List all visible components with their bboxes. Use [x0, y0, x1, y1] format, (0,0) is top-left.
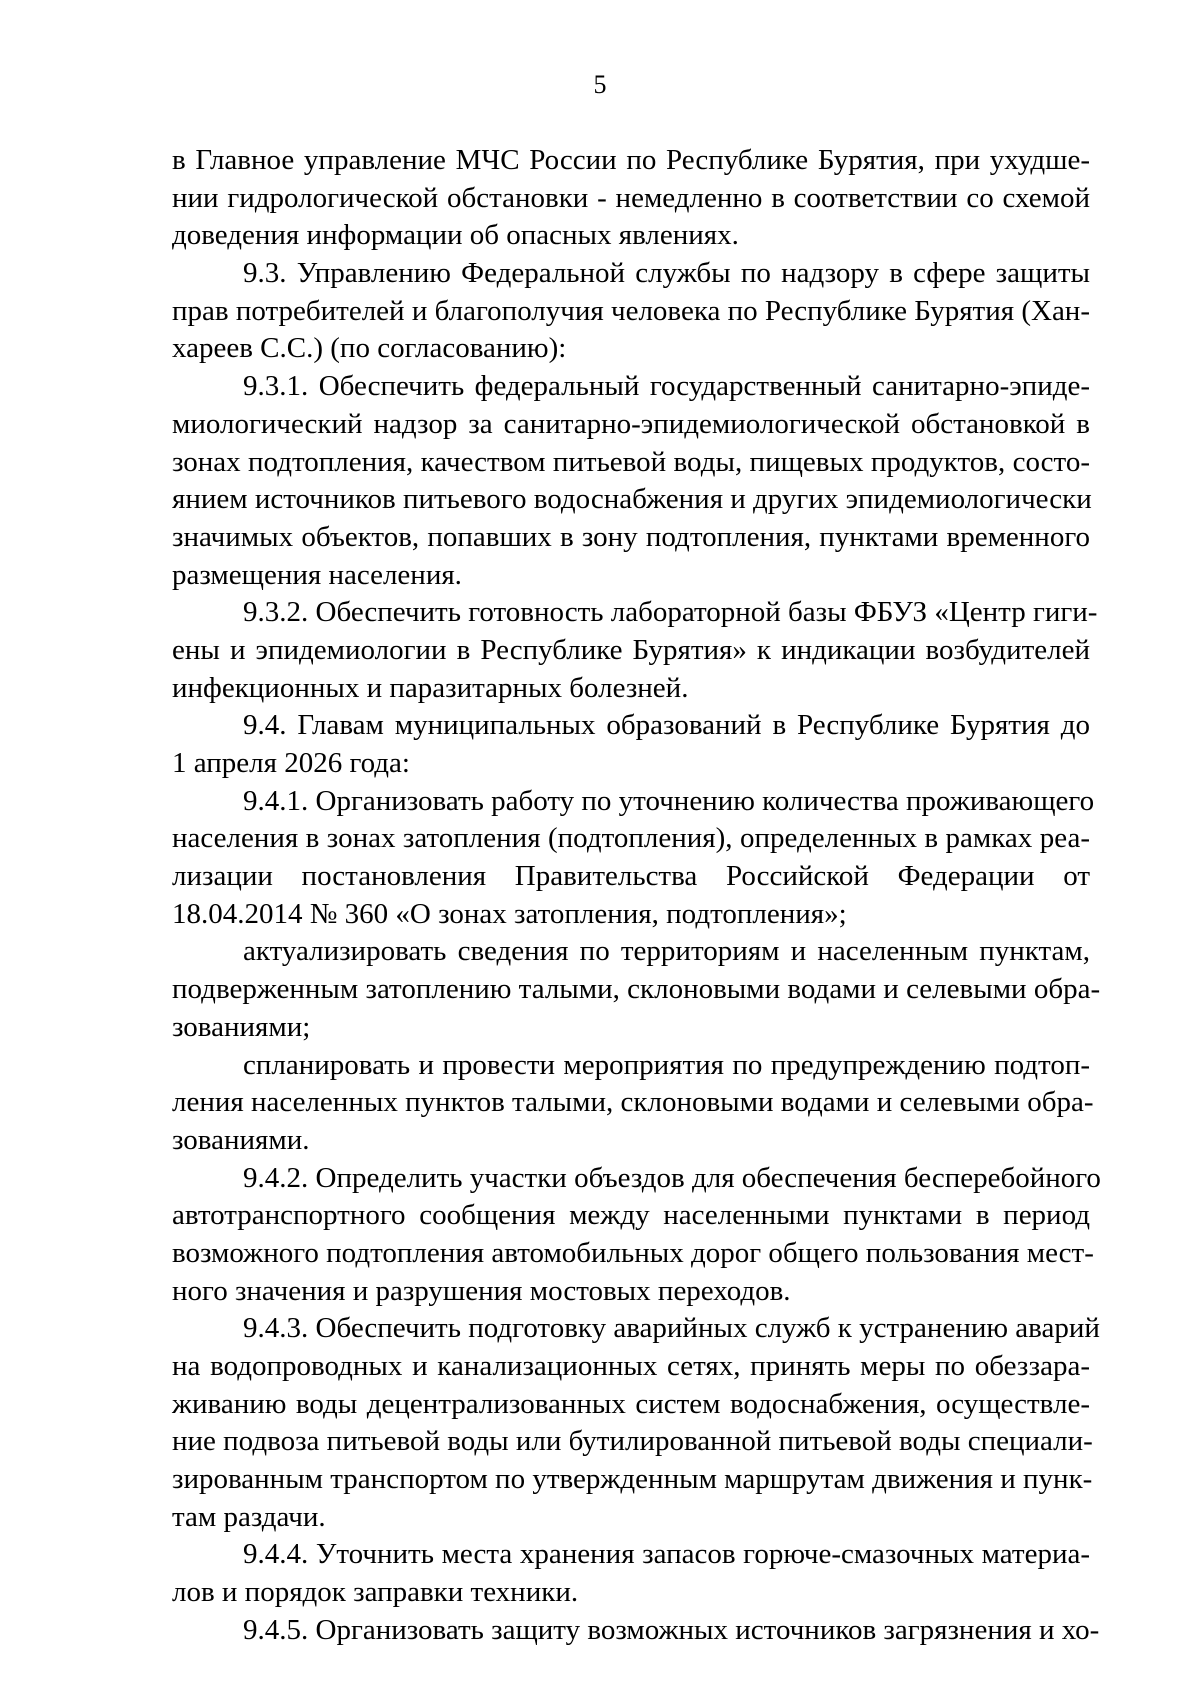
text-line: возможного подтопления автомобильных дорог общего пользования мест- — [172, 1236, 1094, 1269]
paragraph — [172, 783, 1095, 934]
text-line: 9.4.1. Организовать работу по уточнению количества проживающего — [243, 784, 1095, 817]
paragraph — [172, 255, 1090, 368]
text-line: размещения населения. — [172, 558, 462, 591]
text-line: инфекционных и паразитарных болезней. — [172, 671, 689, 704]
paragraph — [172, 594, 1098, 707]
text-line: 18.04.2014 № 360 «О зонах затопления, подтопления»; — [172, 897, 847, 930]
text-line: живанию воды децентрализованных систем водоснабжения, осуществле- — [172, 1387, 1090, 1420]
text-line: нии гидрологической обстановки - немедленно в соответствии со схемой — [172, 181, 1090, 214]
text-line: янием источников питьевого водоснабжения и других эпидемиологически — [172, 483, 1092, 516]
paragraph — [172, 1160, 1101, 1311]
text-line: там раздачи. — [172, 1500, 326, 1533]
text-line: 1 апреля 2026 года: — [172, 747, 410, 779]
text-line: хареев С.С.) (по согласованию): — [172, 332, 567, 365]
text-line: в Главное управление МЧС России по Республике Бурятия, при ухудше- — [172, 144, 1090, 176]
text-line: лизации постановления Правительства Российской Федерации от — [172, 860, 1090, 893]
document-body — [172, 142, 1101, 1650]
text-line: лов и порядок заправки техники. — [172, 1576, 579, 1609]
paragraph — [172, 933, 1101, 1046]
page-number: 5 — [593, 70, 607, 99]
text-line: 9.4.3. Обеспечить подготовку аварийных служб к устранению аварий — [243, 1312, 1100, 1345]
text-line: ного значения и разрушения мостовых переходов. — [172, 1274, 791, 1307]
paragraph — [172, 1310, 1100, 1536]
text-line: 9.4.2. Определить участки объездов для обеспечения бесперебойного — [243, 1161, 1101, 1194]
paragraph — [172, 707, 1090, 782]
paragraph — [172, 1612, 1100, 1650]
text-line: 9.4. Главам муниципальных образований в Республике Бурятия до — [243, 709, 1090, 742]
paragraph — [172, 142, 1090, 255]
text-line: 9.4.5. Организовать защиту возможных источников загрязнения и хо- — [243, 1613, 1100, 1646]
text-line: 9.3.1. Обеспечить федеральный государственный санитарно-эпиде- — [243, 370, 1090, 403]
text-line: доведения информации об опасных явлениях. — [172, 219, 739, 252]
text-line: 9.3.2. Обеспечить готовность лабораторной базы ФБУЗ «Центр гиги- — [243, 596, 1098, 629]
text-line: зированным транспортом по утвержденным маршрутам движения и пунк- — [172, 1463, 1093, 1496]
text-line: ления населенных пунктов талыми, склоновыми водами и селевыми обра- — [172, 1086, 1094, 1119]
text-line: 9.3. Управлению Федеральной службы по надзору в сфере защиты — [243, 257, 1090, 290]
text-line: зованиями. — [172, 1123, 310, 1156]
paragraph — [172, 368, 1090, 594]
text-line: на водопроводных и канализационных сетях, принять меры по обеззара- — [172, 1350, 1090, 1382]
paragraph — [172, 1536, 1090, 1611]
paragraph — [172, 1047, 1094, 1160]
text-line: спланировать и провести мероприятия по предупреждению подтоп- — [243, 1048, 1090, 1081]
text-line: значимых объектов, попавших в зону подтопления, пунктами временного — [172, 520, 1090, 553]
text-line: миологический надзор за санитарно-эпидемиологической обстановкой в — [172, 407, 1090, 440]
text-line: 9.4.4. Уточнить места хранения запасов горюче-смазочных материа- — [243, 1538, 1090, 1571]
text-line: ены и эпидемиологии в Республике Бурятия» к индикации возбудителей — [172, 633, 1090, 666]
text-line: зованиями; — [172, 1010, 311, 1043]
text-line: населения в зонах затопления (подтопления), определенных в рамках реа- — [172, 822, 1090, 855]
text-line: актуализировать сведения по территориям и населенным пунктам, — [243, 935, 1090, 968]
text-line: подверженным затоплению талыми, склоновыми водами и селевыми обра- — [172, 973, 1101, 1006]
text-line: ние подвоза питьевой воды или бутилированной питьевой воды специали- — [172, 1425, 1093, 1458]
text-line: автотранспортного сообщения между населенными пунктами в период — [172, 1199, 1090, 1232]
text-line: зонах подтопления, качеством питьевой воды, пищевых продуктов, состо- — [172, 445, 1090, 478]
text-line: прав потребителей и благополучия человека по Республике Бурятия (Хан- — [172, 294, 1090, 327]
